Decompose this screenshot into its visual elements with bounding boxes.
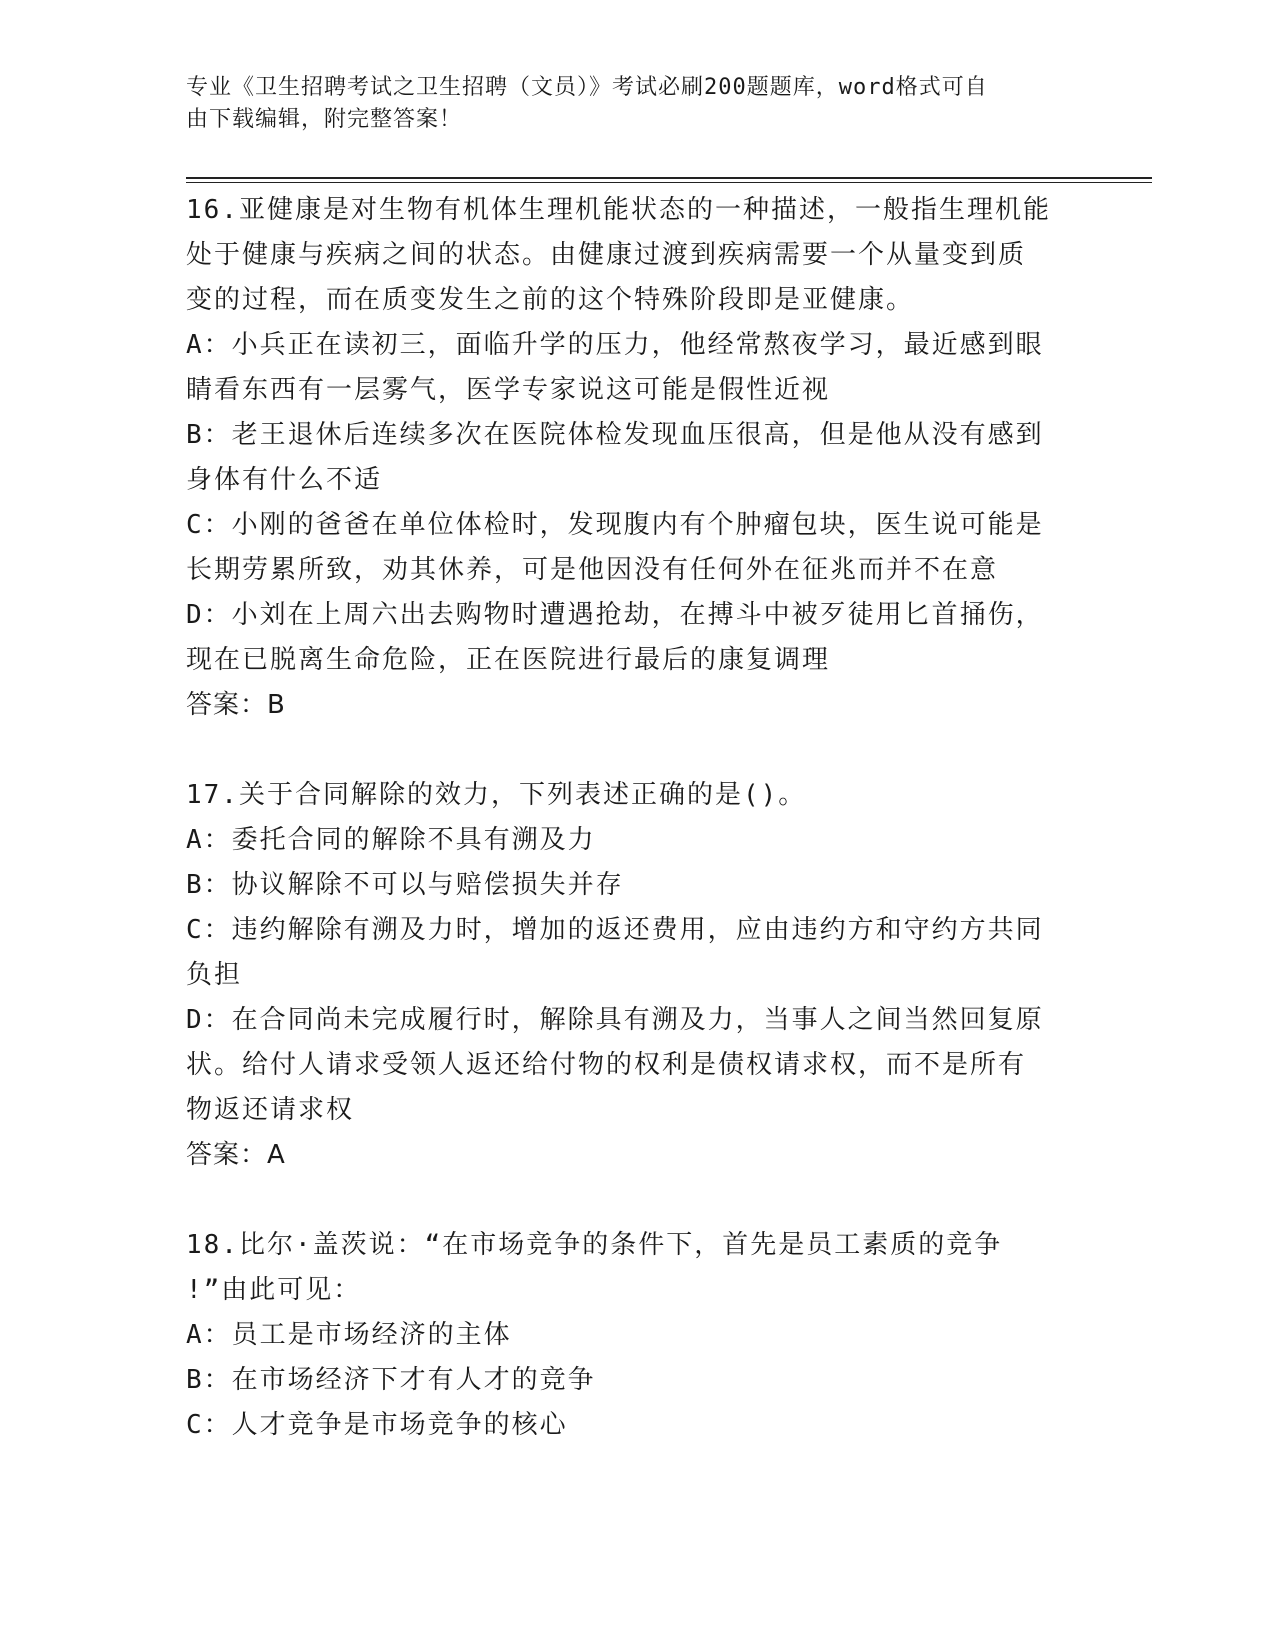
option-c-line: C：违约解除有溯及力时，增加的返还费用，应由违约方和守约方共同 (186, 915, 1044, 945)
option-b-line: B：协议解除不可以与赔偿损失并存 (186, 870, 624, 900)
option-d-line: D：小刘在上周六出去购物时遭遇抢劫，在搏斗中被歹徒用匕首捅伤， (186, 600, 1044, 630)
option-b-line: B：在市场经济下才有人才的竞争 (186, 1365, 596, 1395)
option-b-line: B：老王退休后连续多次在医院体检发现血压很高，但是他从没有感到 (186, 420, 1044, 450)
document-body (186, 188, 1066, 1448)
option-a-line: A：小兵正在读初三，面临升学的压力，他经常熬夜学习，最近感到眼 (186, 330, 1044, 360)
option-c-line: C：人才竞争是市场竞争的核心 (186, 1410, 568, 1440)
option-c-line: C：小刚的爸爸在单位体检时，发现腹内有个肿瘤包块，医生说可能是 (186, 510, 1044, 540)
option-d-line: D：在合同尚未完成履行时，解除具有溯及力，当事人之间当然回复原 (186, 1005, 1044, 1035)
question-17 (186, 773, 1066, 1178)
option-a-line: 睛看东西有一层雾气，医学专家说这可能是假性近视 (186, 375, 831, 405)
header-divider-thin (186, 182, 1152, 183)
question-stem-line: 变的过程，而在质变发生之前的这个特殊阶段即是亚健康。 (186, 285, 915, 315)
document-header (186, 72, 1066, 136)
option-d-line: 现在已脱离生命危险，正在医院进行最后的康复调理 (186, 645, 831, 675)
question-stem-line: !”由此可见： (186, 1275, 362, 1305)
option-d-line: 物返还请求权 (186, 1095, 355, 1125)
question-stem-line: 17.关于合同解除的效力，下列表述正确的是()。 (186, 780, 807, 810)
option-d-line: 状。给付人请求受领人返还给付物的权利是债权请求权，而不是所有 (186, 1050, 1027, 1080)
question-18 (186, 1223, 1066, 1448)
option-a-line: A：委托合同的解除不具有溯及力 (186, 825, 596, 855)
header-divider-thick (186, 177, 1152, 179)
question-stem-line: 16.亚健康是对生物有机体生理机能状态的一种描述，一般指生理机能 (186, 195, 1051, 225)
option-b-line: 身体有什么不适 (186, 465, 383, 495)
spacer (186, 728, 1066, 773)
answer-label: 答案：B (186, 690, 286, 720)
question-16 (186, 188, 1066, 728)
question-stem-line: 18.比尔·盖茨说：“在市场竞争的条件下，首先是员工素质的竞争 (186, 1230, 1003, 1260)
spacer (186, 1178, 1066, 1223)
option-c-line: 长期劳累所致，劝其休养，可是他因没有任何外在征兆而并不在意 (186, 555, 999, 585)
header-line-1: 专业《卫生招聘考试之卫生招聘（文员）》考试必刷200题题库，word格式可自 (186, 75, 988, 100)
answer-label: 答案：A (186, 1140, 286, 1170)
option-a-line: A：员工是市场经济的主体 (186, 1320, 512, 1350)
question-stem-line: 处于健康与疾病之间的状态。由健康过渡到疾病需要一个从量变到质 (186, 240, 1027, 270)
option-c-line: 负担 (186, 960, 243, 990)
header-line-2: 由下载编辑，附完整答案！ (186, 107, 463, 132)
